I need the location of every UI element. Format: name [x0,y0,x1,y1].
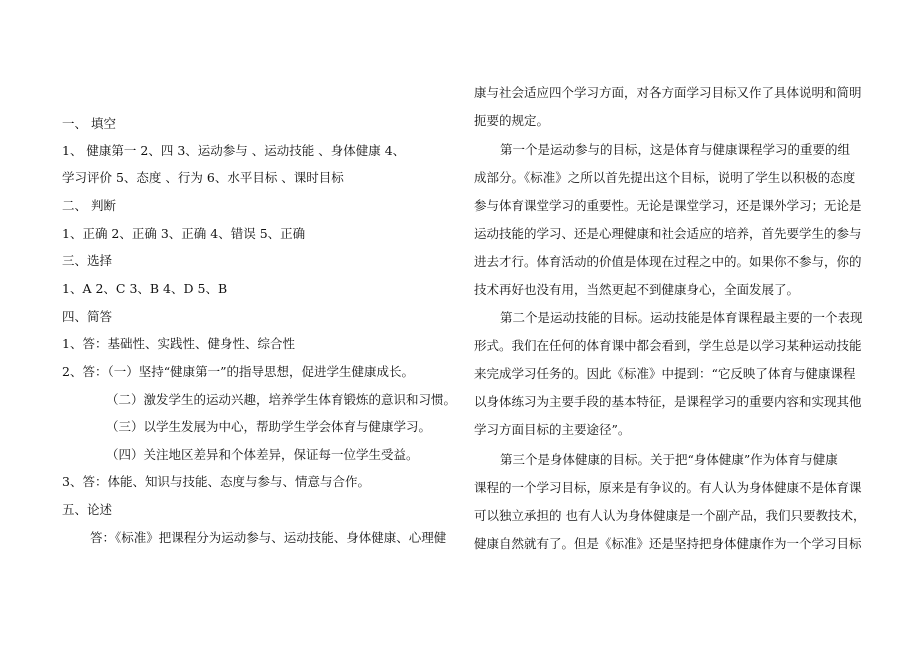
text-line: 形式。我们在任何的体育课中都会看到，学生总是以学习某种运动技能 [474,338,862,353]
paragraph-first-line: 第三个是身体健康的目标。关于把“身体健康”作为体育与健康 [500,452,838,467]
text-line: 1、正确 2、正确 3、正确 4、错误 5、正确 [62,226,306,241]
text-line: 学习方面目标的主要途径”。 [474,422,631,437]
text-line: 可以独立承担的 也有人认为身体健康是一个副产品，我们只要教技术， [474,508,866,523]
text-line: （三）以学生发展为中心，帮助学生学会体育与健康学习。 [106,419,432,434]
text-line: 参与体育课堂学习的重要性。无论是课堂学习，还是课外学习；无论是 [474,198,862,213]
text-line: 1、答：基础性、实践性、健身性、综合性 [62,336,295,351]
text-line: 成部分。《标准》之所以首先提出这个目标，说明了学生以积极的态度 [474,170,856,185]
text-line: 2、答：（一）坚持“健康第一”的指导思想，促进学生健康成长。 [62,364,414,379]
text-line: 进去才行。体育活动的价值是体现在过程之中的。如果你不参与，你的 [474,254,862,269]
text-line: 健康自然就有了。但是《标准》还是坚持把身体健康作为一个学习目标 [474,536,862,551]
paragraph-first-line: 第二个是运动技能的目标。运动技能是体育课程最主要的一个表现 [500,310,863,325]
text-line: 课程的一个学习目标，原来是有争议的。有人认为身体健康不是体育课 [474,480,862,495]
text-line: 1、A 2、C 3、B 4、D 5、B [62,281,228,296]
text-line: 1、 健康第一 2、四 3、运动参与 、运动技能 、身体健康 4、 [62,143,406,158]
text-line: 以身体练习为主要手段的基本特征，是课程学习的重要内容和实现其他 [474,394,862,409]
paragraph-first-line: 第一个是运动参与的目标，这是体育与健康课程学习的重要的组 [500,142,851,157]
text-line: 运动技能的学习、还是心理健康和社会适应的培养，首先要学生的参与 [474,226,862,241]
section-heading-multiple-choice: 三、选择 [62,253,113,268]
text-line: （四）关注地区差异和个体差异，保证每一位学生受益。 [106,447,419,462]
text-line: 康与社会适应四个学习方面，对各方面学习目标又作了具体说明和简明 [474,85,862,100]
text-line: （二）激发学生的运动兴趣，培养学生体育锻炼的意识和习惯。 [106,392,457,407]
section-heading-fill-blank: 一、 填空 [62,116,116,131]
right-column [474,0,874,650]
text-line: 来完成学习任务的。因此《标准》中提到：“它反映了体育与健康课程 [474,366,856,381]
text-line: 答：《标准》把课程分为运动参与、运动技能、身体健康、心理健 [90,530,447,545]
text-line: 技术再好也没有用，当然更起不到健康身心，全面发展了。 [474,282,800,297]
section-heading-short-answer: 四、简答 [62,309,113,324]
section-heading-true-false: 二、 判断 [62,198,116,213]
text-line: 学习评价 5、态度 、行为 6、水平目标 、课时目标 [62,170,344,185]
section-heading-essay: 五、论述 [62,502,113,517]
text-line: 扼要的规定。 [474,113,550,128]
left-column [62,0,458,650]
text-line: 3、答：体能、知识与技能、态度与参与、情意与合作。 [62,474,370,489]
